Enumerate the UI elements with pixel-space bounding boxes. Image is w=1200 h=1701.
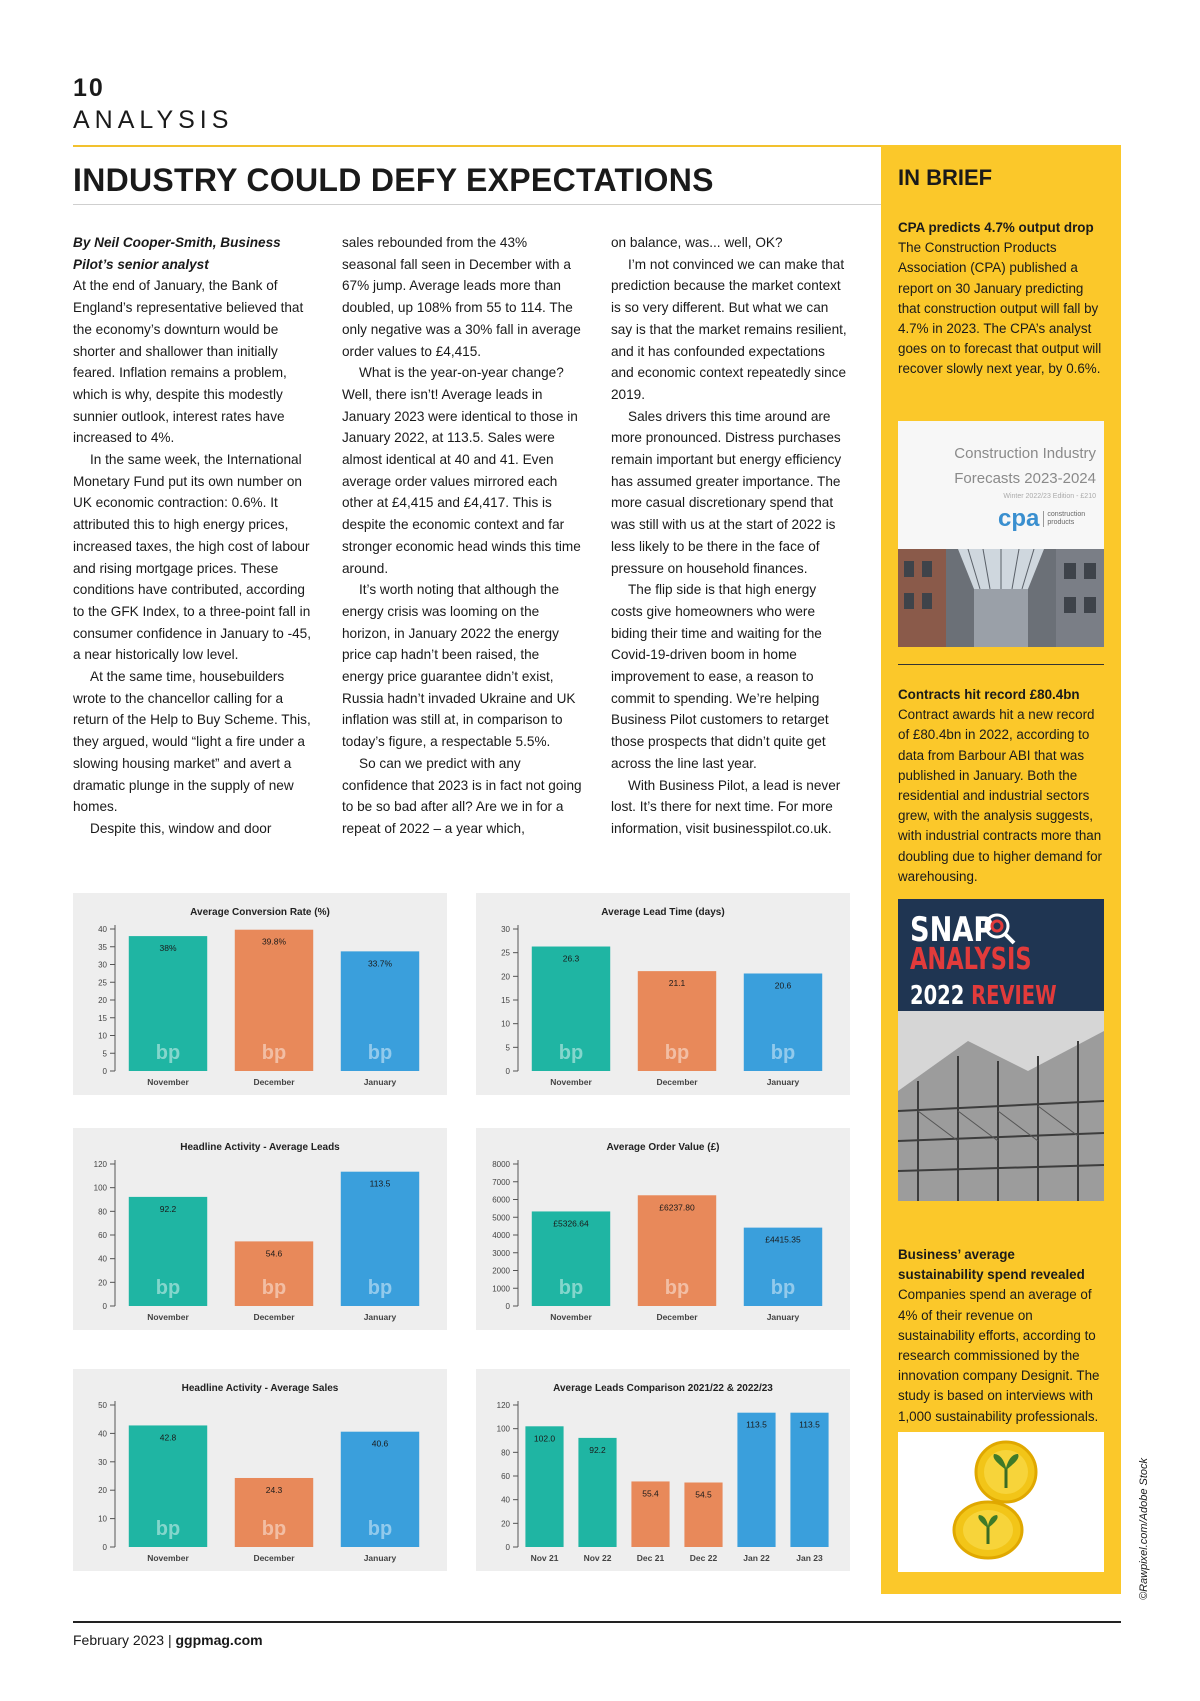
bar-value-label: 33.7% [367, 958, 393, 969]
y-tick-label: 20 [98, 1486, 107, 1496]
snap-analysis-cover-image [898, 899, 1104, 1201]
x-tick-label: November [147, 1312, 189, 1322]
x-tick-label: January [363, 1312, 397, 1322]
cover-edition: Winter 2022/23 Edition - £210 [1003, 493, 1096, 500]
byline: By Neil Cooper-Smith, Business Pilot’s senior analyst [73, 235, 281, 272]
x-tick-label: December [253, 1312, 295, 1322]
chart-svg [476, 1369, 850, 1571]
x-tick-label: November [550, 1312, 592, 1322]
y-tick-label: 120 [496, 1401, 510, 1410]
y-tick-label: 8000 [492, 1160, 510, 1169]
y-tick-label: 60 [98, 1231, 107, 1240]
gold-coins-image [898, 1432, 1104, 1572]
brief-item-cpa [898, 218, 1104, 380]
plant-coin-icon [898, 1432, 1104, 1572]
y-tick-label: 0 [102, 1543, 107, 1552]
y-tick-label: 100 [496, 1424, 510, 1434]
y-tick-label: 20 [98, 996, 107, 1005]
cover-title-line-2: Forecasts 2023-2024 [954, 470, 1096, 487]
brief-heading: CPA predicts 4.7% output drop [898, 220, 1094, 235]
bp-watermark: bp [558, 1277, 584, 1299]
bp-watermark: bp [664, 1042, 690, 1064]
y-tick-label: 15 [98, 1013, 107, 1023]
photo-credit: ©Rawpixel.com/Adobe Stock [1138, 1457, 1150, 1600]
x-tick-label: January [766, 1077, 800, 1087]
y-tick-label: 0 [102, 1302, 107, 1311]
paragraph: on balance, was... well, OK? [611, 235, 783, 250]
x-tick-label: November [147, 1553, 189, 1563]
chart-average-sales [73, 1369, 447, 1571]
article-column-2 [342, 232, 582, 840]
y-tick-label: 40 [98, 1254, 107, 1264]
bp-watermark: bp [367, 1042, 393, 1064]
bar-value-label: 20.6 [774, 980, 792, 991]
paragraph: It’s worth noting that although the energy crisis was looming on the horizon, in January 2022 the energy price cap hadn’t been raised, the energy price guarantee didn’t exist, Russia hadn’t invaded Ukraine and UK inflation was still at, in comparison to today’s figure, a respectable 5.5%. [342, 582, 576, 750]
chart-leads-comparison [476, 1369, 850, 1571]
x-tick-label: December [253, 1553, 295, 1563]
bar-value-label: 39.8% [261, 936, 287, 947]
paragraph: Sales drivers this time around are more pronounced. Distress purchases remain important but energy efficiency has assumed greater importance. The more casual discretionary spend that was still with us at the start of 2022 is less likely to be there in the face of pressure on household finances. [611, 408, 842, 576]
top-divider [73, 145, 881, 147]
bar-value-label: 21.1 [668, 978, 686, 989]
brief-item-sustainability [898, 1245, 1104, 1427]
chart-order-value [476, 1128, 850, 1330]
building-photo [898, 549, 1104, 647]
y-tick-label: 2000 [492, 1266, 510, 1276]
bar-value-label: 113.5 [799, 1419, 820, 1430]
footer-site: ggpmag.com [175, 1632, 263, 1648]
bp-watermark: bp [261, 1518, 287, 1540]
y-tick-label: 5 [102, 1049, 107, 1059]
x-tick-label: January [766, 1312, 800, 1322]
bar-value-label: £4415.35 [765, 1234, 801, 1245]
y-tick-label: 20 [501, 972, 510, 982]
y-tick-label: 30 [501, 925, 510, 934]
y-tick-label: 7000 [492, 1177, 510, 1187]
bar-value-label: 24.3 [265, 1484, 283, 1495]
bar-value-label: 42.8 [159, 1432, 177, 1443]
brief-heading: Contracts hit record £80.4bn [898, 687, 1080, 702]
paragraph: What is the year-on-year change? Well, there isn’t! Average leads in January 2023 were identical to those in January 2022, at 113.5. Sales were almost identical at 40 and 41. Even average order values mirrored each other at £4,415 and £4,417. This is despite the economic context and far stronger economic head winds this time around. [342, 365, 581, 576]
section-label: ANALYSIS [73, 106, 234, 134]
paragraph: At the same time, housebuilders wrote to the chancellor calling for a return of the Help to Buy Scheme. This, they argued, would “light a fire under a slowing housing market” and avert a dramatic plunge in the supply of new homes. [73, 669, 311, 815]
bar-value-label: 92.2 [589, 1444, 606, 1455]
paragraph: At the end of January, the Bank of England’s representative believed that the economy’s downturn would be shorter and shallower than initially feared. Inflation remains a problem, which is why, despite this modestly sunnier outlook, interest rates have increased to 4%. [73, 278, 304, 446]
article-column-1 [73, 232, 313, 840]
chart-conversion-rate [73, 893, 447, 1095]
cpa-logo-sub-2: products [1047, 519, 1075, 526]
page-number: 10 [73, 74, 105, 102]
bp-watermark: bp [155, 1277, 181, 1299]
paragraph: sales rebounded from the 43% seasonal fall seen in December with a 67% jump. Average leads more than doubled, up 108% from 55 to 114. The only negative was a 30% fall in average order values to £4,415. [342, 235, 581, 359]
bar-value-label: 113.5 [746, 1419, 767, 1430]
bar-value-label: £5326.64 [553, 1218, 589, 1229]
scaffolding-photo [898, 1011, 1104, 1201]
chart-svg [73, 1369, 447, 1571]
bar-value-label: 102.0 [533, 1433, 556, 1444]
bar-value-label: 40.6 [371, 1438, 389, 1449]
brief-body: Companies spend an average of 4% of their revenue on sustainability efforts, according to research commissioned by the innovation company Designit. The study is based on interviews with 1,000 sustainability professionals. [898, 1287, 1100, 1424]
x-tick-label: November [147, 1077, 189, 1087]
chart-title: Average Order Value (£) [606, 1142, 720, 1153]
chart-svg [73, 1128, 447, 1330]
x-tick-label: January [363, 1553, 397, 1563]
y-tick-label: 4000 [492, 1231, 510, 1240]
y-tick-label: 15 [501, 996, 510, 1005]
bp-watermark: bp [664, 1277, 690, 1299]
cpa-logo-subtext [1043, 511, 1085, 527]
bar-value-label: 113.5 [369, 1178, 391, 1189]
bp-watermark: bp [367, 1277, 393, 1299]
y-tick-label: 0 [505, 1067, 510, 1076]
sidebar-title: IN BRIEF [898, 165, 993, 190]
sidebar-divider [898, 664, 1104, 665]
chart-title: Average Lead Time (days) [601, 907, 725, 918]
x-tick-label: Nov 21 [530, 1553, 559, 1563]
y-tick-label: 5000 [492, 1213, 510, 1223]
review-word: REVIEW [971, 981, 1057, 1011]
y-tick-label: 0 [505, 1543, 510, 1552]
y-tick-label: 25 [501, 948, 510, 958]
y-tick-label: 5 [505, 1043, 510, 1053]
y-tick-label: 50 [98, 1401, 107, 1410]
paragraph: I’m not convinced we can make that prediction because the market context is so very different. But what we can say is that the market remains resilient, and it has confounded expectations and economic context repeatedly since 2019. [611, 256, 847, 402]
analysis-title: ANALYSIS [910, 942, 1032, 977]
y-tick-label: 80 [501, 1448, 510, 1458]
chart-title: Headline Activity - Average Leads [180, 1142, 340, 1153]
y-tick-label: 0 [102, 1067, 107, 1076]
article-column-3 [611, 232, 851, 840]
x-tick-label: December [656, 1077, 698, 1087]
chart-title: Average Conversion Rate (%) [190, 907, 330, 918]
chart-average-leads [73, 1128, 447, 1330]
chart-svg [476, 893, 850, 1095]
x-tick-label: Jan 22 [743, 1553, 770, 1563]
bp-watermark: bp [155, 1518, 181, 1540]
brief-body: The Construction Products Association (CPA) published a report on 30 January predicting that construction output will fall by 4.7% in 2023. The CPA’s analyst goes on to forecast that output will recover slowly next year, by 0.6%. [898, 240, 1102, 377]
y-tick-label: 0 [505, 1302, 510, 1311]
chart-svg [73, 893, 447, 1095]
bar [737, 1413, 775, 1547]
bar [790, 1413, 828, 1547]
cpa-logo-text: cpa [998, 505, 1040, 532]
bar-value-label: 54.6 [265, 1248, 283, 1259]
bar-value-label: 38% [159, 943, 177, 954]
y-tick-label: 20 [98, 1278, 107, 1288]
footer-date: February 2023 | [73, 1632, 176, 1648]
bp-watermark: bp [261, 1042, 287, 1064]
y-tick-label: 40 [501, 1495, 510, 1505]
snap-title: SNAP [910, 910, 994, 950]
bp-watermark: bp [770, 1277, 796, 1299]
x-tick-label: November [550, 1077, 592, 1087]
y-tick-label: 30 [98, 1457, 107, 1467]
paragraph: The flip side is that high energy costs give homeowners who were biding their time and waiting for the Covid-19-driven boom in home improvement to ease, a reason to commit to spending. We’re helping Business Pilot customers to retarget those prospects that didn’t quite get across the line last year. [611, 582, 829, 771]
x-tick-label: December [656, 1312, 698, 1322]
y-tick-label: 30 [98, 960, 107, 970]
in-brief-sidebar [881, 145, 1121, 1594]
x-tick-label: Dec 22 [689, 1553, 718, 1563]
bar-value-label: 55.4 [642, 1488, 659, 1499]
paragraph: Despite this, window and door [90, 820, 272, 836]
x-tick-label: Jan 23 [796, 1553, 823, 1563]
bp-watermark: bp [261, 1277, 287, 1299]
y-tick-label: 20 [501, 1519, 510, 1529]
bar-value-label: 54.5 [695, 1489, 712, 1500]
y-tick-label: 80 [98, 1207, 107, 1217]
bar-value-label: £6237.80 [659, 1202, 695, 1213]
y-tick-label: 120 [93, 1160, 107, 1169]
y-tick-label: 35 [98, 942, 107, 952]
bar-value-label: 92.2 [159, 1203, 177, 1214]
bp-watermark: bp [367, 1518, 393, 1540]
cpa-logo-sub-1: construction [1047, 511, 1086, 518]
x-tick-label: January [363, 1077, 397, 1087]
bp-watermark: bp [558, 1042, 584, 1064]
chart-svg [476, 1128, 850, 1330]
review-year: 2022 [910, 981, 965, 1011]
cpa-report-cover-image [898, 421, 1104, 647]
magnifier-target-icon [982, 911, 1016, 945]
cpa-logo [998, 505, 1085, 533]
y-tick-label: 10 [98, 1031, 107, 1041]
review-title [910, 983, 1057, 1009]
y-tick-label: 10 [501, 1019, 510, 1029]
bar-value-label: 26.3 [562, 953, 580, 964]
brief-body: Contract awards hit a new record of £80.4bn in 2022, according to data from Barbour ABI that was published in January. Both the residential and industrial sectors grew, with the analysis suggests, with industrial contracts more than doubling due to higher demand for warehousing. [898, 707, 1102, 884]
bp-watermark: bp [770, 1042, 796, 1064]
footer [73, 1632, 263, 1648]
headline-divider [73, 204, 881, 205]
cover-title-line-1: Construction Industry [954, 445, 1096, 462]
y-tick-label: 40 [98, 1429, 107, 1439]
chart-title: Average Leads Comparison 2021/22 & 2022/23 [553, 1383, 773, 1394]
y-tick-label: 6000 [492, 1195, 510, 1205]
x-tick-label: December [253, 1077, 295, 1087]
y-tick-label: 1000 [492, 1284, 510, 1294]
y-tick-label: 25 [98, 978, 107, 988]
bar [525, 1426, 563, 1547]
y-tick-label: 60 [501, 1472, 510, 1481]
chart-title: Headline Activity - Average Sales [181, 1383, 339, 1394]
paragraph: With Business Pilot, a lead is never lost. It’s there for next time. For more information, visit businesspilot.co.uk. [611, 777, 841, 836]
y-tick-label: 10 [98, 1514, 107, 1524]
paragraph: In the same week, the International Monetary Fund put its own number on UK economic contraction: 0.6%. It attributed this to high energy prices, increased taxes, the high cost of labour and rising mortgage prices. These conditions have contributed, according to the GFK Index, to a three-point fall in consumer confidence in January to -45, a near historically low level. [73, 452, 312, 663]
brief-item-contracts [898, 685, 1104, 887]
brief-heading: Business’ average sustainability spend revealed [898, 1247, 1085, 1283]
paragraph: So can we predict with any confidence that 2023 is in fact not going to be so bad after all? Are we in for a repeat of 2022 – a year which, [342, 755, 582, 836]
chart-lead-time [476, 893, 850, 1095]
x-tick-label: Dec 21 [636, 1553, 665, 1563]
footer-divider [73, 1621, 1121, 1623]
y-tick-label: 3000 [492, 1248, 510, 1258]
x-tick-label: Nov 22 [583, 1553, 612, 1563]
y-tick-label: 40 [98, 925, 107, 934]
article-headline: INDUSTRY COULD DEFY EXPECTATIONS [73, 162, 714, 198]
bp-watermark: bp [155, 1042, 181, 1064]
y-tick-label: 100 [93, 1183, 107, 1193]
